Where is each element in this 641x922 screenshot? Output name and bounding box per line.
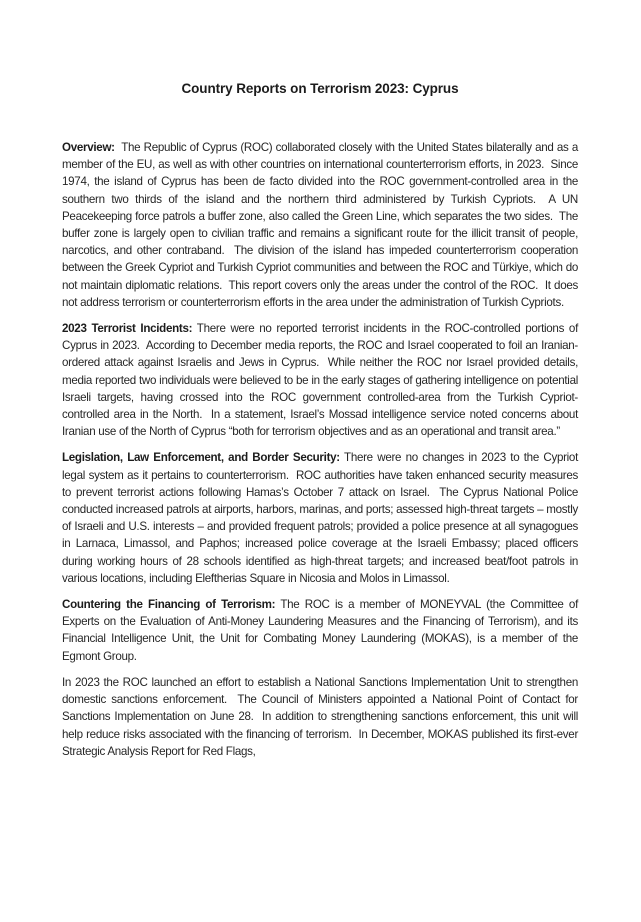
paragraph-legislation-law-enforcement-label: Legislation, Law Enforcement, and Border Security: <box>62 451 340 465</box>
paragraph-terrorist-incidents-label: 2023 Terrorist Incidents: <box>62 322 193 336</box>
report-title: Country Reports on Terrorism 2023: Cyprus <box>181 81 459 96</box>
paragraph-sanctions-unit <box>62 674 581 760</box>
paragraph-terrorist-incidents-text: There were no reported terrorist incidents in the ROC-controlled portions of Cyprus in 2023. According to December media reports, the ROC and Israel cooperated to foil an Iranian-ordered attack against Israelis and Jews in Cyprus. While neither the ROC nor Israel provided details, media reported two individuals were believed to be in the early stages of gathering intelligence on potential Israeli targets, having crossed into the ROC government controlled-area from the Turkish Cypriot-controlled area in the North. In a statement, Israel’s Mossad intelligence service noted concerns about Iranian use of the North of Cyprus “both for terrorism objectives and as an operational and transit area.” <box>62 322 581 439</box>
paragraph-overview <box>62 139 581 311</box>
paragraph-legislation-law-enforcement <box>62 449 581 587</box>
paragraph-countering-financing-text: The ROC is a member of MONEYVAL (the Committee of Experts on the Evaluation of Anti-Money Laundering Measures and the Financing of Terrorism), and its Financial Intelligence Unit, the Unit for Combating Money Laundering (MOKAS), is a member of the Egmont Group. <box>62 598 581 663</box>
paragraph-terrorist-incidents <box>62 320 581 440</box>
paragraph-overview-label: Overview: <box>62 141 115 154</box>
paragraph-countering-financing-label: Countering the Financing of Terrorism: <box>62 598 276 612</box>
paragraph-countering-financing <box>62 596 581 665</box>
paragraph-sanctions-unit-text: In 2023 the ROC launched an effort to establish a National Sanctions Implementation Unit to strengthen domestic sanctions enforcement. The Council of Ministers appointed a National Point of Contact for Sanctions Implementation on June 28. In addition to strengthening sanctions enforcement, this unit will help reduce risks associated with the financing of terrorism. In December, MOKAS published its first-ever Strategic Analysis Report for Red Flags, <box>62 675 581 758</box>
paragraph-overview-text: The Republic of Cyprus (ROC) collaborated closely with the United States bilaterally and as a member of the EU, as well as with other countries on international counterterrorism efforts, in 2023. Since 1974, the island of Cyprus has been de facto divided into the ROC government-controlled area in the southern two thirds of the island and the northern third administered by Turkish Cypriots. A UN Peacekeeping force patrols a buffer zone, also called the Green Line, which separates the two sides. The buffer zone is largely open to civilian traffic and remains a significant route for the illicit transit of people, narcotics, and other contraband. The division of the island has impeded counterterrorism cooperation between the Greek Cypriot and Turkish Cypriot communities and between the ROC and Türkiye, which do not maintain diplomatic relations. This report covers only the areas under the control of the ROC. It does not address terrorism or counterterrorism efforts in the area under the administration of Turkish Cypriots. <box>62 141 581 309</box>
paragraph-legislation-law-enforcement-text: There were no changes in 2023 to the Cypriot legal system as it pertains to counterterrorism. ROC authorities have taken enhanced security measures to prevent terrorist actions following Hamas’s October 7 attack on Israel. The Cyprus National Police conducted increased patrols at airports, harbors, marinas, and ports; assessed high-threat targets – mostly of Israeli and U.S. interests – and provided frequent patrols; provided a police presence at all synagogues in Larnaca, Limassol, and Paphos; increased police coverage at the Israeli Embassy; placed officers during working hours of 28 schools identified as high-threat targets; and increased beat/foot patrols in various locations, including Eleftherias Square in Nicosia and Molos in Limassol. <box>62 451 581 585</box>
